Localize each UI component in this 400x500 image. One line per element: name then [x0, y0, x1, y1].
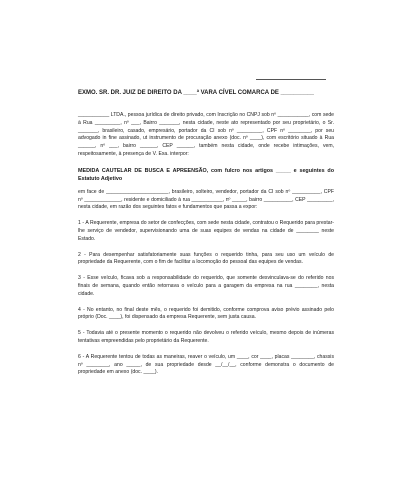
fact-item-1: 1 - A Requerente, empresa do setor de confecções, com sede nesta cidade, contratou o Requerido para prestar-lhe serviço de vendedor, supervisionando uma de suas equipes de vendas na cidade de ________ neste Estado. [78, 220, 336, 242]
signature-line [256, 79, 326, 80]
action-title: MEDIDA CAUTELAR DE BUSCA E APREENSÃO, com fulcro nos artigos _____ e seguintes do Estatuto Adjetivo [78, 167, 336, 182]
respondent-qualification-paragraph: em face de ______________________, brasileiro, solteiro, vendedor, portador da CI sob nº __________, CPF nº _____________, residente e domiciliado à rua ___________, nº _____, bairro __________, CEP _________, nesta cidade, em razão dos seguintes fatos e fundamentos que passa a expor: [78, 188, 336, 211]
fact-item-5: 5 - Todavia até o presente momento o requerido não devolveu o referido veículo, mesmo depois de inúmeras tentativas empreendidas pelo proprietário da Requerente. [78, 330, 336, 344]
court-address-heading: EXMO. SR. DR. JUIZ DE DIREITO DA ____ª VARA CÍVEL COMARCA DE __________ [78, 90, 314, 96]
fact-item-3: 3 - Esse veículo, ficava sob a responsabilidade do requerido, que somente desvinculava-se do referido nos finais de semana, quando então retornava o veículo para a garagem da empresa na rua ________, nesta cidade. [78, 275, 336, 297]
fact-item-4: 4 - No entanto, no final deste mês, o requerido foi demitido, conforme comprova aviso prévio assinado pelo próprio (Doc. ____), foi dispensado da empresa Requerente, sem justa causa. [78, 306, 336, 321]
fact-item-2: 2 - Para desempenhar satisfatoriamente suas funções o requerido tinha, para seu uso um veículo de propriedade da Requerente, com o fim de facilitar a locomoção do pessoal das equipes de vendas. [78, 251, 336, 266]
fact-item-6: 6 - A Requerente tentou de todas as maneiras, reaver o veículo, um ____, cor ____, placas ________, chassis nº ________, ano _____, de sua propriedade desde __/__/__, conforme demonstra o documento de propriedade em anexo (doc. ____). [78, 353, 336, 376]
petition-body [78, 112, 334, 379]
petitioner-qualification-paragraph: ___________ LTDA., pessoa jurídica de direito privado, com Inscrição no CNPJ sob nº ___________, com sede à Rua _________, nº ___, Bairro _______, nesta cidade, neste ato representado por seu proprietário, o Sr. _______, brasileiro, casado, empresário, portador da CI sob nº _________, CPF nº ________, por seu advogado in fine assinado, ut instrumento de procuração anexo (doc. nº ____), com escritório situado à Rua ______, nº ___, bairro ______, CEP ______, também nesta cidade, onde recebe intimações, vem, respeitosamente, à presença de V. Exa. interpor: [78, 112, 336, 157]
